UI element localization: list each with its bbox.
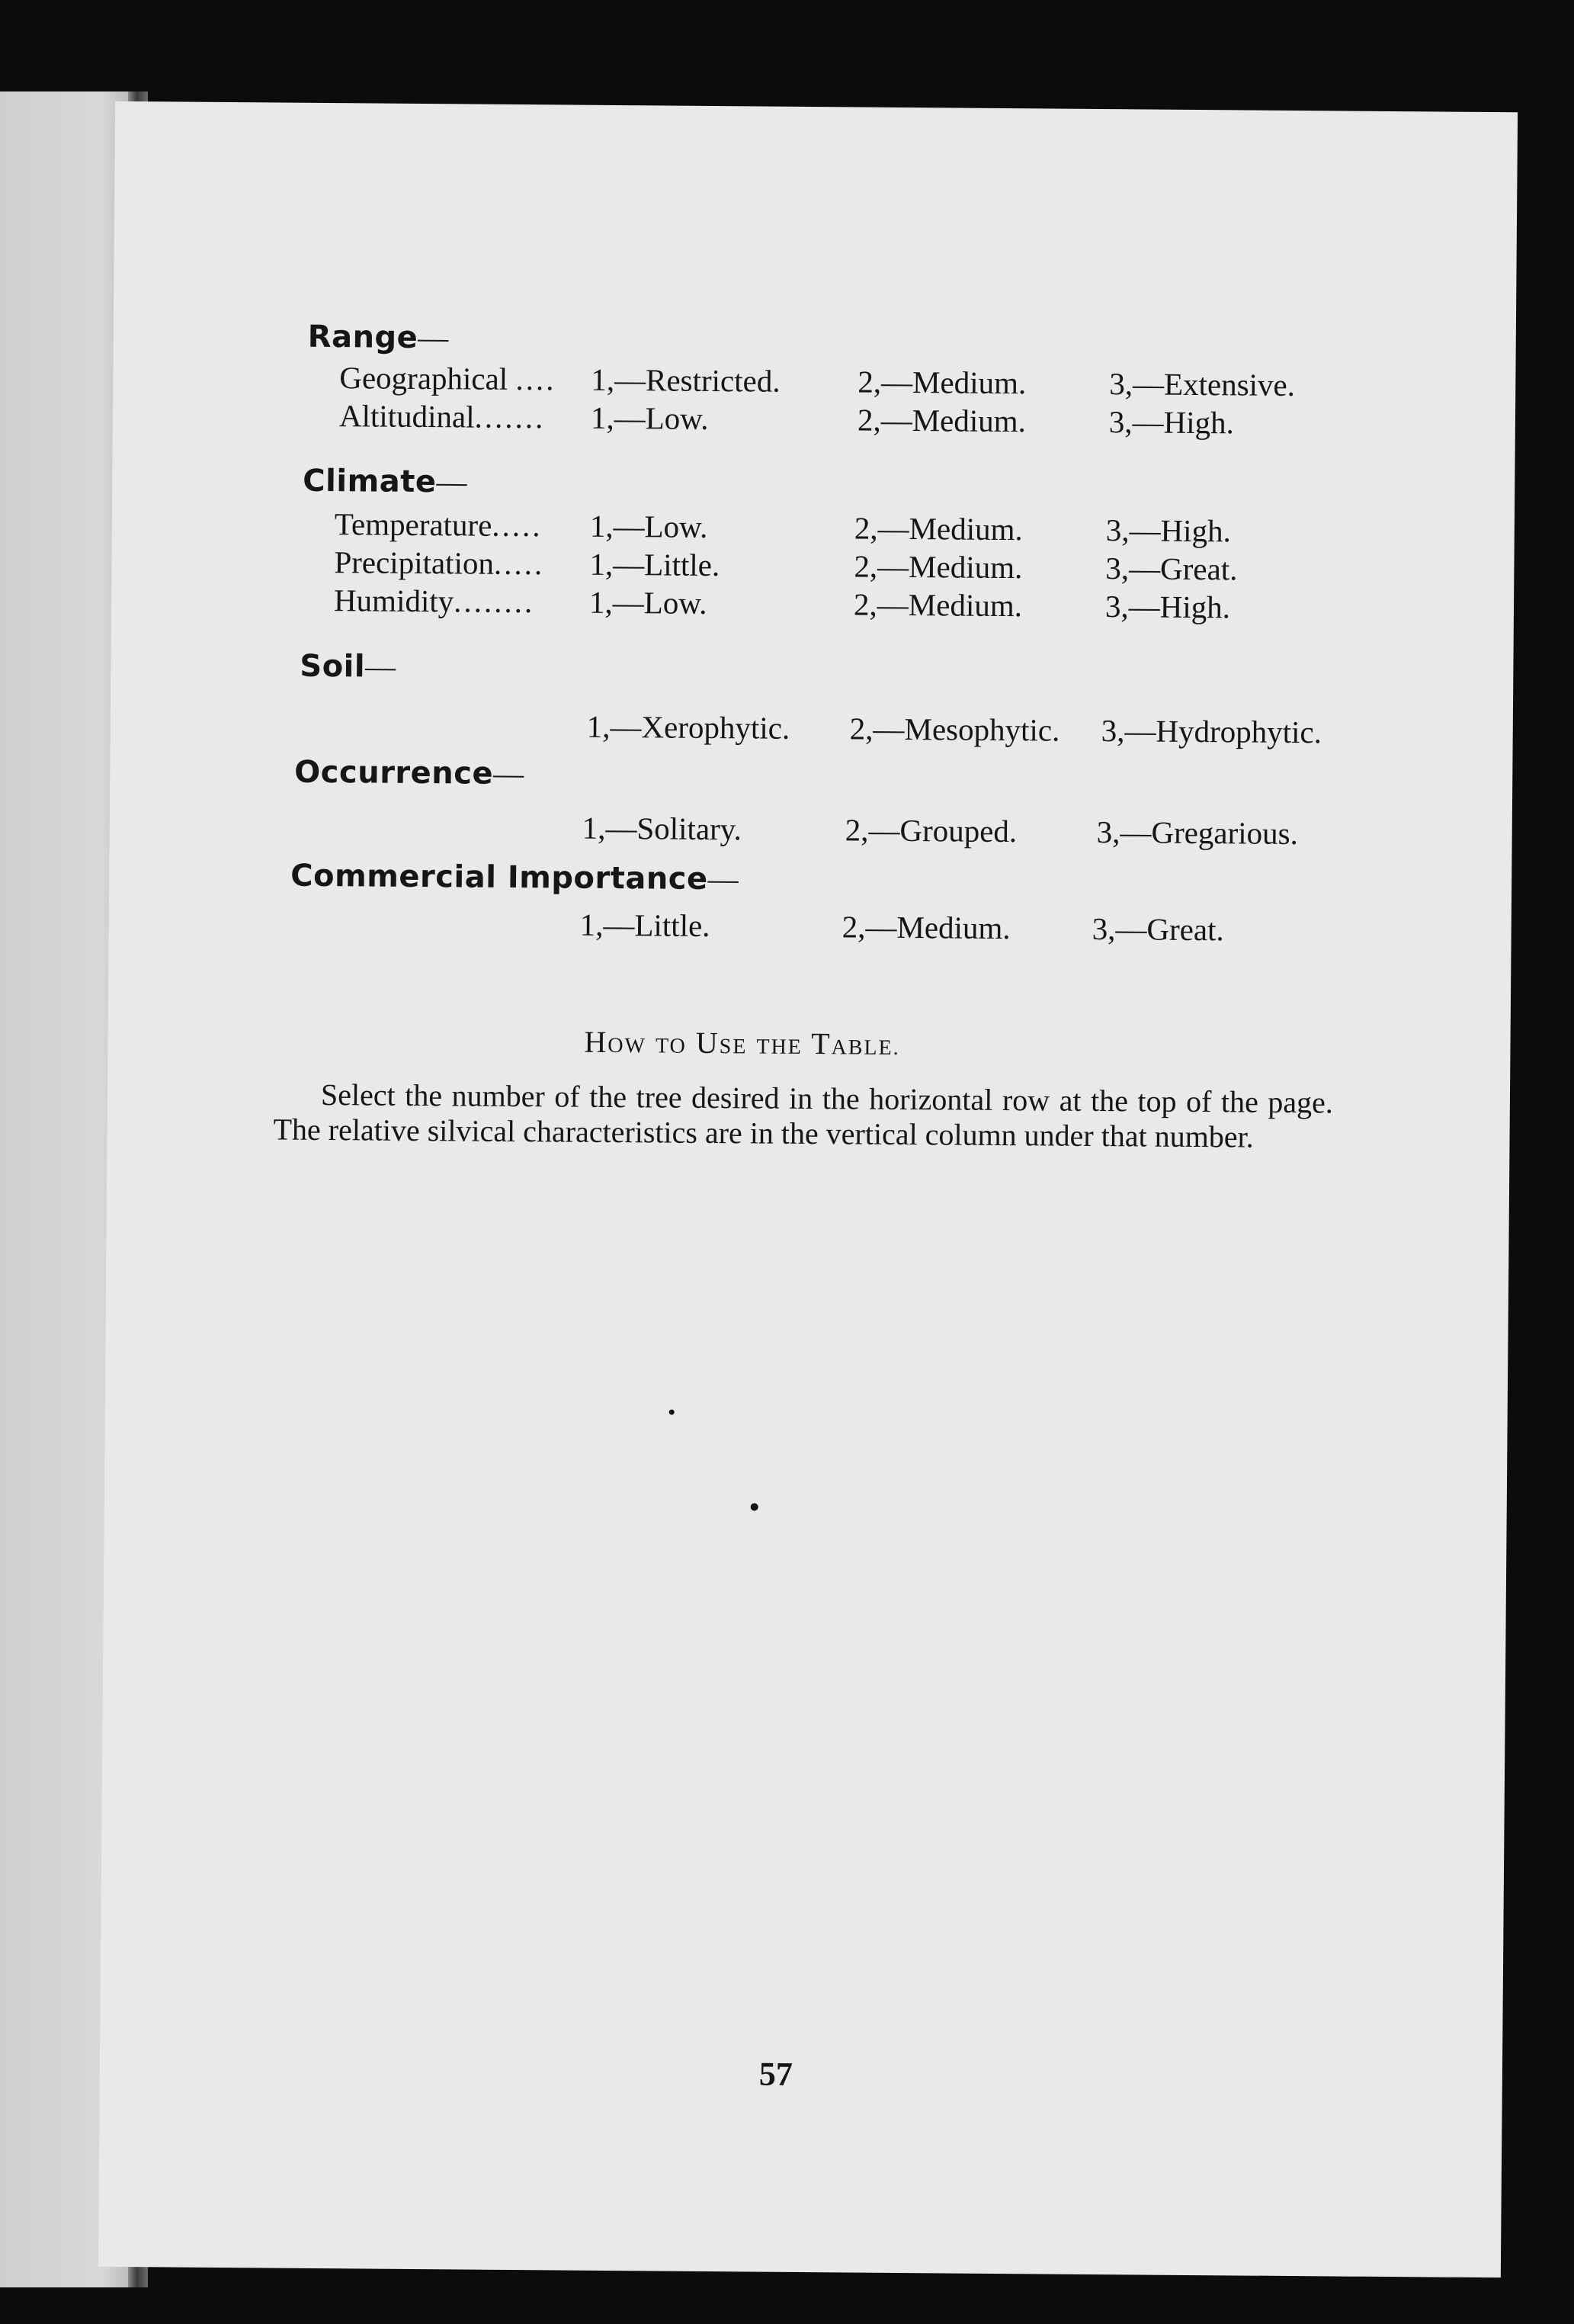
value-1: 1,—Low.	[589, 508, 708, 544]
value-1: 1,—Solitary.	[582, 810, 742, 847]
occurrence-heading: Occurrence—	[294, 754, 524, 791]
scan-speck	[751, 1503, 758, 1510]
value-3: 3,—High.	[1108, 404, 1235, 441]
row-label: Humidity........	[333, 583, 535, 620]
value-2: 2,—Medium.	[853, 586, 1023, 624]
value-2: 2,—Medium.	[854, 548, 1023, 586]
value-3: 3,—Gregarious.	[1096, 814, 1299, 852]
value-3: 3,—Hydrophytic.	[1101, 713, 1322, 750]
value-3: 3,—High.	[1104, 589, 1231, 625]
value-2: 2,—Mesophytic.	[849, 711, 1060, 748]
row-label: Altitudinal.......	[338, 398, 546, 435]
value-3: 3,—High.	[1105, 512, 1231, 549]
value-3: 3,—Extensive.	[1109, 366, 1296, 403]
how-to-use-heading: HOW TO USE THE TABLE.	[584, 1024, 900, 1061]
value-1: 1,—Little.	[589, 546, 720, 583]
value-3: 3,—Great.	[1092, 910, 1224, 948]
value-1: 1,—Low.	[590, 400, 709, 436]
row-label: Geographical ....	[339, 360, 556, 397]
row-label: Temperature.....	[334, 506, 543, 544]
value-3: 3,—Great.	[1105, 551, 1238, 587]
commercial-importance-heading: Commercial Importance—	[290, 858, 739, 897]
soil-heading: Soil—	[300, 648, 396, 685]
value-2: 2,—Medium.	[841, 909, 1011, 946]
range-heading-text: Range	[307, 319, 418, 355]
heading-dash: —	[418, 319, 449, 355]
scan-speck	[669, 1410, 675, 1415]
value-2: 2,—Grouped.	[845, 812, 1018, 849]
page-number: 57	[758, 2055, 793, 2093]
book-page	[98, 101, 1518, 2277]
climate-heading: Climate—	[303, 463, 468, 500]
range-heading	[308, 319, 449, 355]
value-1: 1,—Restricted.	[591, 361, 781, 399]
value-2: 2,—Medium.	[854, 510, 1023, 547]
row-label: Precipitation.....	[334, 544, 545, 582]
value-1: 1,—Little.	[579, 907, 710, 943]
instructions-paragraph: Select the number of the tree desired in the horizontal row at the top of the page. The relative silvical characteristics are in the vertical column under that number.	[273, 1077, 1334, 1154]
value-2: 2,—Medium.	[858, 364, 1027, 401]
value-1: 1,—Low.	[588, 584, 707, 621]
value-1: 1,—Xerophytic.	[586, 708, 790, 746]
value-2: 2,—Medium.	[857, 402, 1027, 439]
